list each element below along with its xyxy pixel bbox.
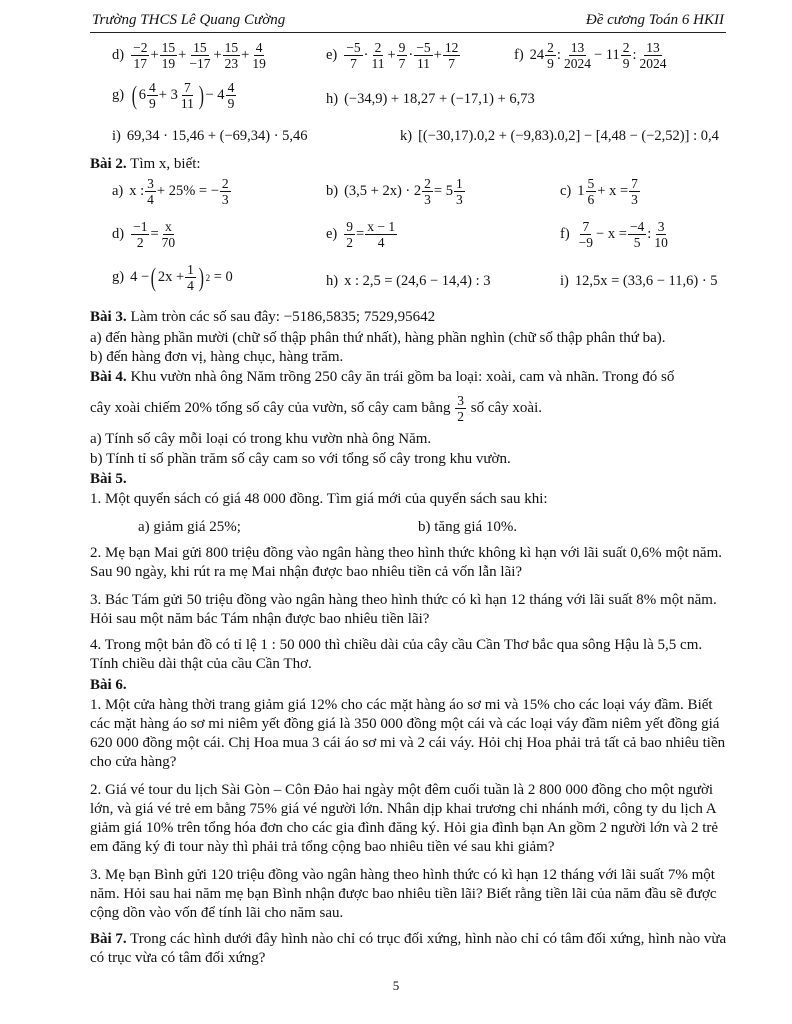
bai3-heading: Bài 3. Làm tròn các số sau đây: −5186,5835; 7529,95642 [90,309,436,325]
bai6-p3: 3. Mẹ bạn Bình gửi 120 triệu đồng vào ngân hàng theo hình thức có kì hạn 12 tháng với lãi suất 7% một năm. Hỏi sau hai năm mẹ bạn Bình nhận được bao nhiêu tiền lãi? Biết rằng tiền lãi của năm đầu sẽ được cộng dồn vào vốn để tính lãi cho năm sau. [90,867,717,921]
bai2-f: f) 7 −9 − x = −4 5 : 3 10 [560,219,668,250]
bai6-heading: Bài 6. [90,677,127,693]
school-name: Trường THCS Lê Quang Cường [92,12,286,28]
page-header [90,10,726,33]
bai1-g: g) ( 6 4 9 + 3 7 11 ) − 4 4 9 [112,80,235,111]
bai2-a: a) x : 3 4 + 25% = − 2 3 [112,176,229,207]
bai1-i: i) 69,34 · 15,46 + (−69,34) · 5,46 [112,128,308,144]
bai5-heading: Bài 5. [90,471,127,487]
bai2-h: h) x : 2,5 = (24,6 − 14,4) : 3 [326,273,491,289]
bai2-e: e) 9 2 = x − 1 4 [326,219,396,250]
bai1-i-expression: 69,34 · 15,46 + (−69,34) · 5,46 [126,128,308,144]
document-title: Đề cương Toán 6 HKII [585,12,724,28]
bai4-b: b) Tính tỉ số phần trăm số cây cam so với tổng số cây trong khu vườn. [90,451,511,467]
bai3-a: a) đến hàng phần mười (chữ số thập phân thứ nhất), hàng phần nghìn (chữ số thập phân thứ ba). [90,330,666,346]
bai1-f: f) 24 2 9 : 13 2024 − 11 2 9 : 13 2024 [514,40,667,71]
bai1-e: e) −5 7 · 2 11 + 9 7 · −5 11 + 12 7 [326,40,459,71]
bai2-heading: Bài 2. Tìm x, biết: [90,156,201,172]
bai4-heading: Bài 4. Khu vườn nhà ông Năm trồng 250 cây ăn trái gồm ba loại: xoài, cam và nhãn. Trong đó số [90,369,675,385]
bai3-b: b) đến hàng đơn vị, hàng chục, hàng trăm. [90,349,344,365]
bai2-i: i) 12,5x = (33,6 − 11,6) · 5 [560,273,718,289]
bai2-g: g) 4 − ( 2x + 1 4 ) 2 = 0 [112,262,233,293]
bai1-k: k) [(−30,17).0,2 + (−9,83).0,2] − [4,48 − (−2,52)] : 0,4 [400,128,719,144]
bai7: Bài 7. Trong các hình dưới đây hình nào chỉ có trục đối xứng, hình nào chỉ có tâm đối xứng, hình nào vừa có trục vừa có tâm đối xứng? [90,931,727,966]
bai1-k-expression: [(−30,17).0,2 + (−9,83).0,2] − [4,48 − (−2,52)] : 0,4 [418,128,719,144]
bai1-d: d) −2 17 + 15 19 + 15 −17 + 15 23 + 4 19 [112,40,266,71]
bai6-p1: 1. Một cửa hàng thời trang giảm giá 12% cho các mặt hàng áo sơ mi và 15% cho các loại váy đầm. Biết các mặt hàng áo sơ mi niêm yết đồng giá là 350 000 đồng một cái và các loại váy đầm niêm yết đồng giá 620 000 đồng một cái. Chị Hoa mua 3 cái áo sơ mi và 2 cái váy. Hỏi chị Hoa phải trả tất cả bao nhiêu tiền cho cửa hàng? [90,697,726,770]
bai5-p1a: a) giảm giá 25%; [138,519,241,535]
bai5-p2: 2. Mẹ bạn Mai gửi 800 triệu đồng vào ngân hàng theo hình thức không kì hạn với lãi suất 0,6% một năm. Sau 90 ngày, khi rút ra mẹ Mai nhận được bao nhiêu tiền cả vốn lẫn lãi? [90,545,723,580]
bai5-p1: 1. Một quyển sách có giá 48 000 đồng. Tìm giá mới của quyển sách sau khi: [90,491,548,507]
page-number: 5 [392,978,400,993]
bai5-p1b: b) tăng giá 10%. [418,519,518,535]
bai1-h-expression: (−34,9) + 18,27 + (−17,1) + 6,73 [344,91,535,107]
bai5-p4: 4. Trong một bản đồ có tỉ lệ 1 : 50 000 thì chiều dài của cây cầu Cần Thơ bắc qua sông Hậu là 5,5 cm. Tính chiều dài thật của cầu Cần Thơ. [90,637,703,672]
bai4-line2: cây xoài chiếm 20% tổng số cây của vườn, số cây cam bằng 3 2 số cây xoài. [90,393,543,424]
bai6-p2: 2. Giá vé tour du lịch Sài Gòn – Côn Đảo hai ngày một đêm cuối tuần là 2 800 000 đồng cho một người lớn, và giá vé trẻ em bằng 75% giá vé người lớn. Nhân dịp khai trương chi nhánh mới, công ty du lịch A giảm giá 10% trên tổng hóa đơn cho các gia đình đăng ký. Hỏi gia đình bạn An gồm 2 người lớn và 2 trẻ em đăng ký đi tour này thì phải trả tổng cộng bao nhiêu tiền vé sau khi giảm? [90,782,719,855]
bai4-a: a) Tính số cây mỗi loại có trong khu vườn nhà ông Năm. [90,431,432,447]
bai1-h: h) (−34,9) + 18,27 + (−17,1) + 6,73 [326,91,535,107]
bai2-d: d) −1 2 = x 70 [112,219,176,250]
bai2-b: b) (3,5 + 2x) · 2 2 3 = 5 1 3 [326,176,463,207]
bai2-c: c) 1 5 6 + x = 7 3 [560,176,638,207]
bai5-p3: 3. Bác Tám gửi 50 triệu đồng vào ngân hàng theo hình thức có kì hạn 12 tháng với lãi suất 8% một năm. Hỏi sau một năm bác Tám nhận được bao nhiêu tiền lãi? [90,592,717,627]
